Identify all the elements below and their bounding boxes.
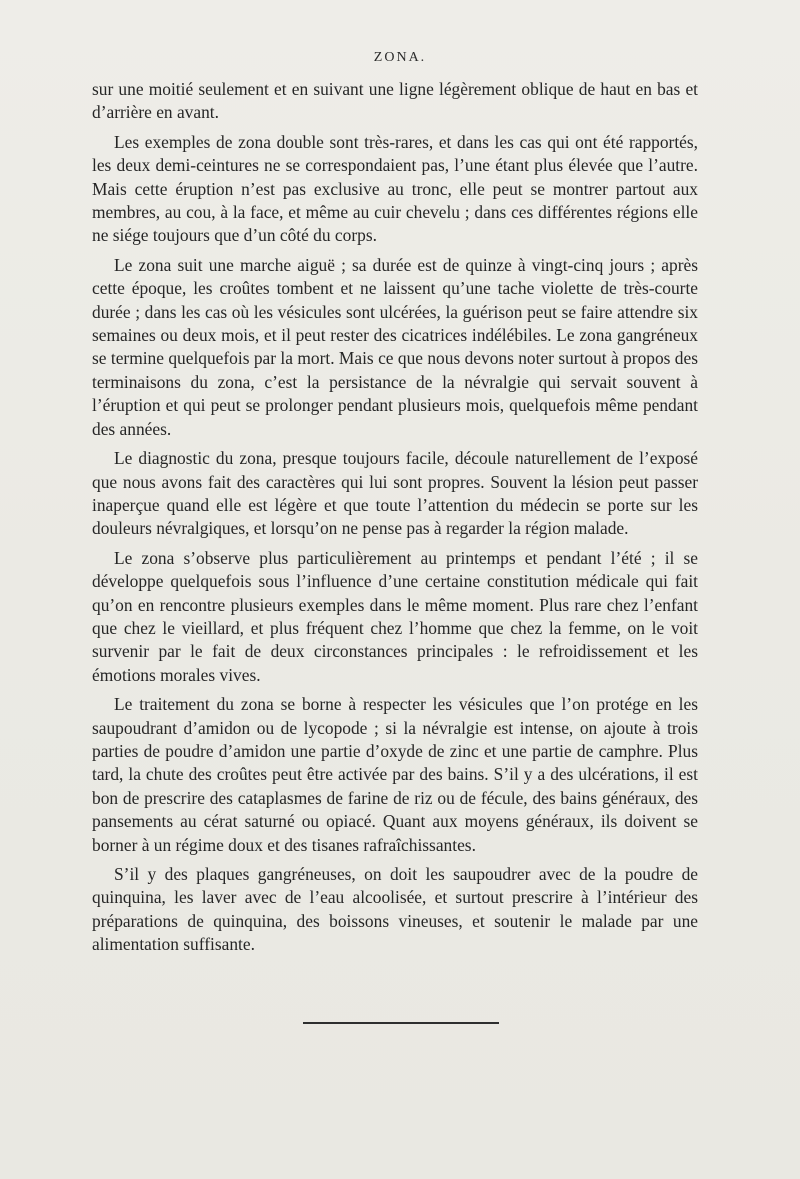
paragraph-zona-double: Les exemples de zona double sont très-rares, et dans les cas qui ont été rapportés, les deux demi-ceintures ne se correspondaient pas, l’une étant plus élevée que l’autre. Mais cette éruption n’est pas exclusive au tronc, elle peut se montrer partout aux membres, au cou, à la face, et même au cuir chevelu ; dans ces différentes régions elle ne siége toujours que d’un côté du corps. [92, 131, 698, 246]
paragraph-gangrene: S’il y des plaques gangréneuses, on doit les saupoudrer avec de la poudre de quinquina, les laver avec de l’eau alcoolisée, et surtout prescrire à l’intérieur des préparations de quinquina, des boissons vineuses, et soutenir le malade par une alimentation suffisante. [92, 864, 698, 955]
running-title: ZONA. [373, 50, 427, 65]
paragraph-continuation: sur une moitié seulement et en suivant une ligne légèrement oblique de haut en bas et d’arrière en avant. [92, 79, 698, 123]
body-text [92, 78, 698, 963]
paragraph-marche: Le zona suit une marche aiguë ; sa durée est de quinze à vingt-cinq jours ; après cette époque, les croûtes tombent et ne laissent qu’une tache violette de très-courte durée ; dans les cas où les vésicules sont ulcérées, la guérison peut se faire attendre six semaines ou deux mois, et il peut rester des cicatrices indélébiles. Le zona gangréneux se termine quelquefois par la mort. Mais ce que nous devons noter surtout à propos des terminaisons du zona, c’est la persistance de la névralgie qui servait souvent à l’éruption et qui peut se prolonger pendant plusieurs mois, quelquefois même pendant des années. [92, 254, 698, 439]
section-end-rule [303, 1022, 499, 1024]
paragraph-diagnostic: Le diagnostic du zona, presque toujours facile, découle naturellement de l’exposé que nous avons fait des caractères qui lui sont propres. Souvent la lésion peut passer inaperçue quand elle est légère et que toute l’attention du médecin se porte sur les douleurs névralgiques, et lorsqu’on ne pense pas à regarder la région malade. [92, 448, 698, 539]
paragraph-traitement: Le traitement du zona se borne à respecter les vésicules que l’on protége en les saupoudrant d’amidon ou de lycopode ; si la névralgie est intense, on ajoute à trois parties de poudre d’amidon une partie d’oxyde de zinc et une partie de camphre. Plus tard, la chute des croûtes peut être activée par des bains. S’il y a des ulcérations, il est bon de prescrire des cataplasmes de farine de riz ou de fécule, des bains généraux, des pansements au cérat saturné ou opiacé. Quant aux moyens généraux, ils doivent se borner à un régime doux et des tisanes rafraîchissantes. [92, 694, 698, 855]
paragraph-etiologie: Le zona s’observe plus particulièrement au printemps et pendant l’été ; il se développe quelquefois sous l’influence d’une certaine constitution médicale qui fait qu’on en rencontre plusieurs exemples dans le même moment. Plus rare chez l’enfant que chez le vieillard, et plus fréquent chez l’homme que chez la femme, on le voit survenir par le fait de deux circonstances principales : le refroidissement et les émotions morales vives. [92, 547, 698, 685]
